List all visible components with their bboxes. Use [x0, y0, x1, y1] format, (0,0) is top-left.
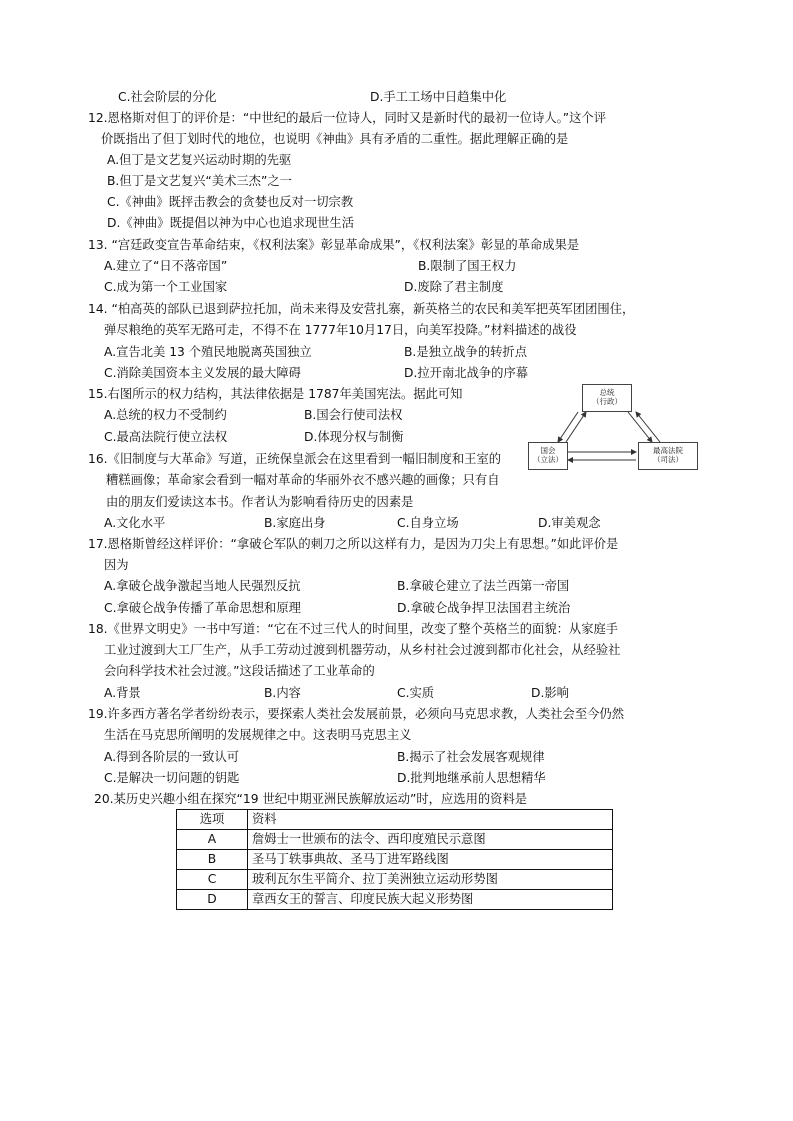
table-row — [177, 850, 613, 870]
q17-option-a: A.拿破仑战争激起当地人民强烈反抗 — [104, 579, 301, 593]
judicial-label: （司法） — [653, 455, 683, 464]
q12-stem-line1: 12.恩格斯对但丁的评价是：“中世纪的最后一位诗人，同时又是新时代的最初一位诗人。”这个评 — [88, 111, 607, 125]
table-row — [177, 890, 613, 910]
q11-option-d: D.手工工场中日趋集中化 — [370, 90, 507, 104]
table-cell-material: 章西女王的誓言、印度民族大起义形势图 — [248, 890, 613, 910]
q17-option-b: B.拿破仑建立了法兰西第一帝国 — [397, 579, 570, 593]
q12-option-b: B.但丁是文艺复兴“美术三杰”之一 — [107, 174, 292, 188]
q14-option-c: C.消除美国资本主义发展的最大障碍 — [104, 366, 301, 380]
q12-stem-line2: 价既指出了但丁划时代的地位，也说明《神曲》具有矛盾的二重性。据此理解正确的是 — [101, 132, 569, 146]
president-box — [582, 384, 632, 412]
table-cell-material: 圣马丁轶事典故、圣马丁进军路线图 — [248, 850, 613, 870]
table-header-option: 选项 — [177, 810, 248, 830]
q20-materials-table — [176, 809, 613, 910]
table-cell-option: B — [177, 850, 248, 870]
q17-stem-line2: 因为 — [104, 558, 129, 572]
table-cell-material: 玻利瓦尔生平简介、拉丁美洲独立运动形势图 — [248, 870, 613, 890]
table-cell-material: 詹姆士一世颁布的法令、西印度殖民示意图 — [248, 830, 613, 850]
supreme-court-label: 最高法院 — [653, 446, 683, 455]
q15-option-b: B.国会行使司法权 — [304, 408, 403, 422]
q13-option-b: B.限制了国王权力 — [418, 259, 517, 273]
arrow-president-to-congress — [558, 412, 578, 442]
q15-option-c: C.最高法院行使立法权 — [104, 430, 228, 444]
q13-option-d: D.废除了君主制度 — [404, 280, 504, 294]
table-row — [177, 870, 613, 890]
q13-option-c: C.成为第一个工业国家 — [104, 280, 228, 294]
table-cell-option: C — [177, 870, 248, 890]
q14-option-b: B.是独立战争的转折点 — [404, 345, 528, 359]
q15-stem: 15.右图所示的权力结构，其法律依据是 1787年美国宪法。据此可知 — [88, 387, 463, 401]
q18-stem-line1: 18.《世界文明史》一书中写道：“它在不过三代人的时间里，改变了整个英格兰的面貌：从家庭手 — [88, 622, 619, 636]
q17-option-d: D.拿破仑战争捍卫法国君主统治 — [397, 601, 571, 615]
q16-stem-line2: 糟糕画像；革命家会看到一幅对革命的华丽外衣不感兴趣的画像；只有自 — [106, 473, 500, 487]
q12-option-d: D.《神曲》既提倡以神为中心也追求现世生活 — [107, 216, 355, 230]
q19-option-d: D.批判地继承前人思想精华 — [397, 771, 546, 785]
q19-stem-line2: 生活在马克思所阐明的发展规律之中。这表明马克思主义 — [104, 728, 412, 742]
executive-label: （行政） — [592, 397, 622, 406]
president-label: 总统 — [599, 388, 615, 397]
q18-stem-line3: 会向科学技术社会过渡。”这段话描述了工业革命的 — [104, 664, 375, 678]
q20-stem: 20.某历史兴趣小组在探究“19 世纪中期亚洲民族解放运动”时，应选用的资料是 — [94, 792, 528, 806]
table-cell-option: D — [177, 890, 248, 910]
arrow-congress-to-president — [566, 412, 586, 442]
q16-option-a: A.文化水平 — [104, 516, 166, 530]
q13-option-a: A.建立了“日不落帝国” — [104, 259, 228, 273]
q19-option-b: B.揭示了社会发展客观规律 — [397, 750, 545, 764]
q16-stem-line3: 由的朋友们爱读这本书。作者认为影响看待历史的因素是 — [106, 495, 414, 509]
q16-option-d: D.审美观念 — [538, 516, 601, 530]
q12-option-a: A.但丁是文艺复兴运动时期的先驱 — [107, 153, 292, 167]
table-header-row — [177, 810, 613, 830]
table-row — [177, 830, 613, 850]
q15-option-a: A.总统的权力不受制约 — [104, 408, 227, 422]
q14-option-a: A.宣告北美 13 个殖民地脱离英国独立 — [104, 345, 312, 359]
table-header-material: 资料 — [248, 810, 613, 830]
q18-stem-line2: 工业过渡到大工厂生产，从手工劳动过渡到机器劳动，从乡村社会过渡到都市化社会，从经验社 — [104, 643, 621, 657]
q14-stem-line1: 14. “柏高英的部队已退到萨拉托加，尚未来得及安营扎寨，新英格兰的农民和美军把英军团团围住， — [88, 302, 635, 316]
table-cell-option: A — [177, 830, 248, 850]
q18-option-a: A.背景 — [104, 686, 141, 700]
q16-stem-line1: 16.《旧制度与大革命》写道，正统保皇派会在这里看到一幅旧制度和王室的 — [88, 452, 502, 466]
q14-option-d: D.拉开南北战争的序幕 — [404, 366, 529, 380]
q12-option-c: C.《神曲》既抨击教会的贪婪也反对一切宗教 — [107, 195, 354, 209]
q17-stem-line1: 17.恩格斯曾经这样评价：“拿破仑军队的刺刀之所以这样有力，是因为刀尖上有思想。”如此评价是 — [88, 537, 619, 551]
q11-option-c: C.社会阶层的分化 — [118, 90, 217, 104]
q14-stem-line2: 弹尽粮绝的英军无路可走，不得不在 1777年10月17日，向美军投降。”材料描述的战役 — [104, 323, 577, 337]
legislative-label: （立法） — [533, 455, 563, 464]
q17-option-c: C.拿破仑战争传播了革命思想和原理 — [104, 601, 301, 615]
q13-stem: 13. “宫廷政变宣告革命结束，《权利法案》彰显革命成果”，《权利法案》彰显的革命成果是 — [88, 238, 580, 252]
q18-option-c: C.实质 — [397, 686, 435, 700]
q19-stem-line1: 19.许多西方著名学者纷纷表示，要探索人类社会发展前景，必须向马克思求教，人类社会至今仍然 — [88, 707, 625, 721]
q16-option-c: C.自身立场 — [397, 516, 459, 530]
q19-option-a: A.得到各阶层的一致认可 — [104, 750, 240, 764]
congress-label: 国会 — [540, 446, 556, 455]
q15-option-d: D.体现分权与制衡 — [304, 430, 404, 444]
power-structure-diagram — [528, 384, 700, 470]
q18-option-d: D.影响 — [531, 686, 569, 700]
supreme-court-box — [638, 442, 698, 470]
congress-box — [528, 442, 568, 470]
q16-option-b: B.家庭出身 — [264, 516, 326, 530]
q18-option-b: B.内容 — [264, 686, 301, 700]
q19-option-c: C.是解决一切问题的钥匙 — [104, 771, 240, 785]
